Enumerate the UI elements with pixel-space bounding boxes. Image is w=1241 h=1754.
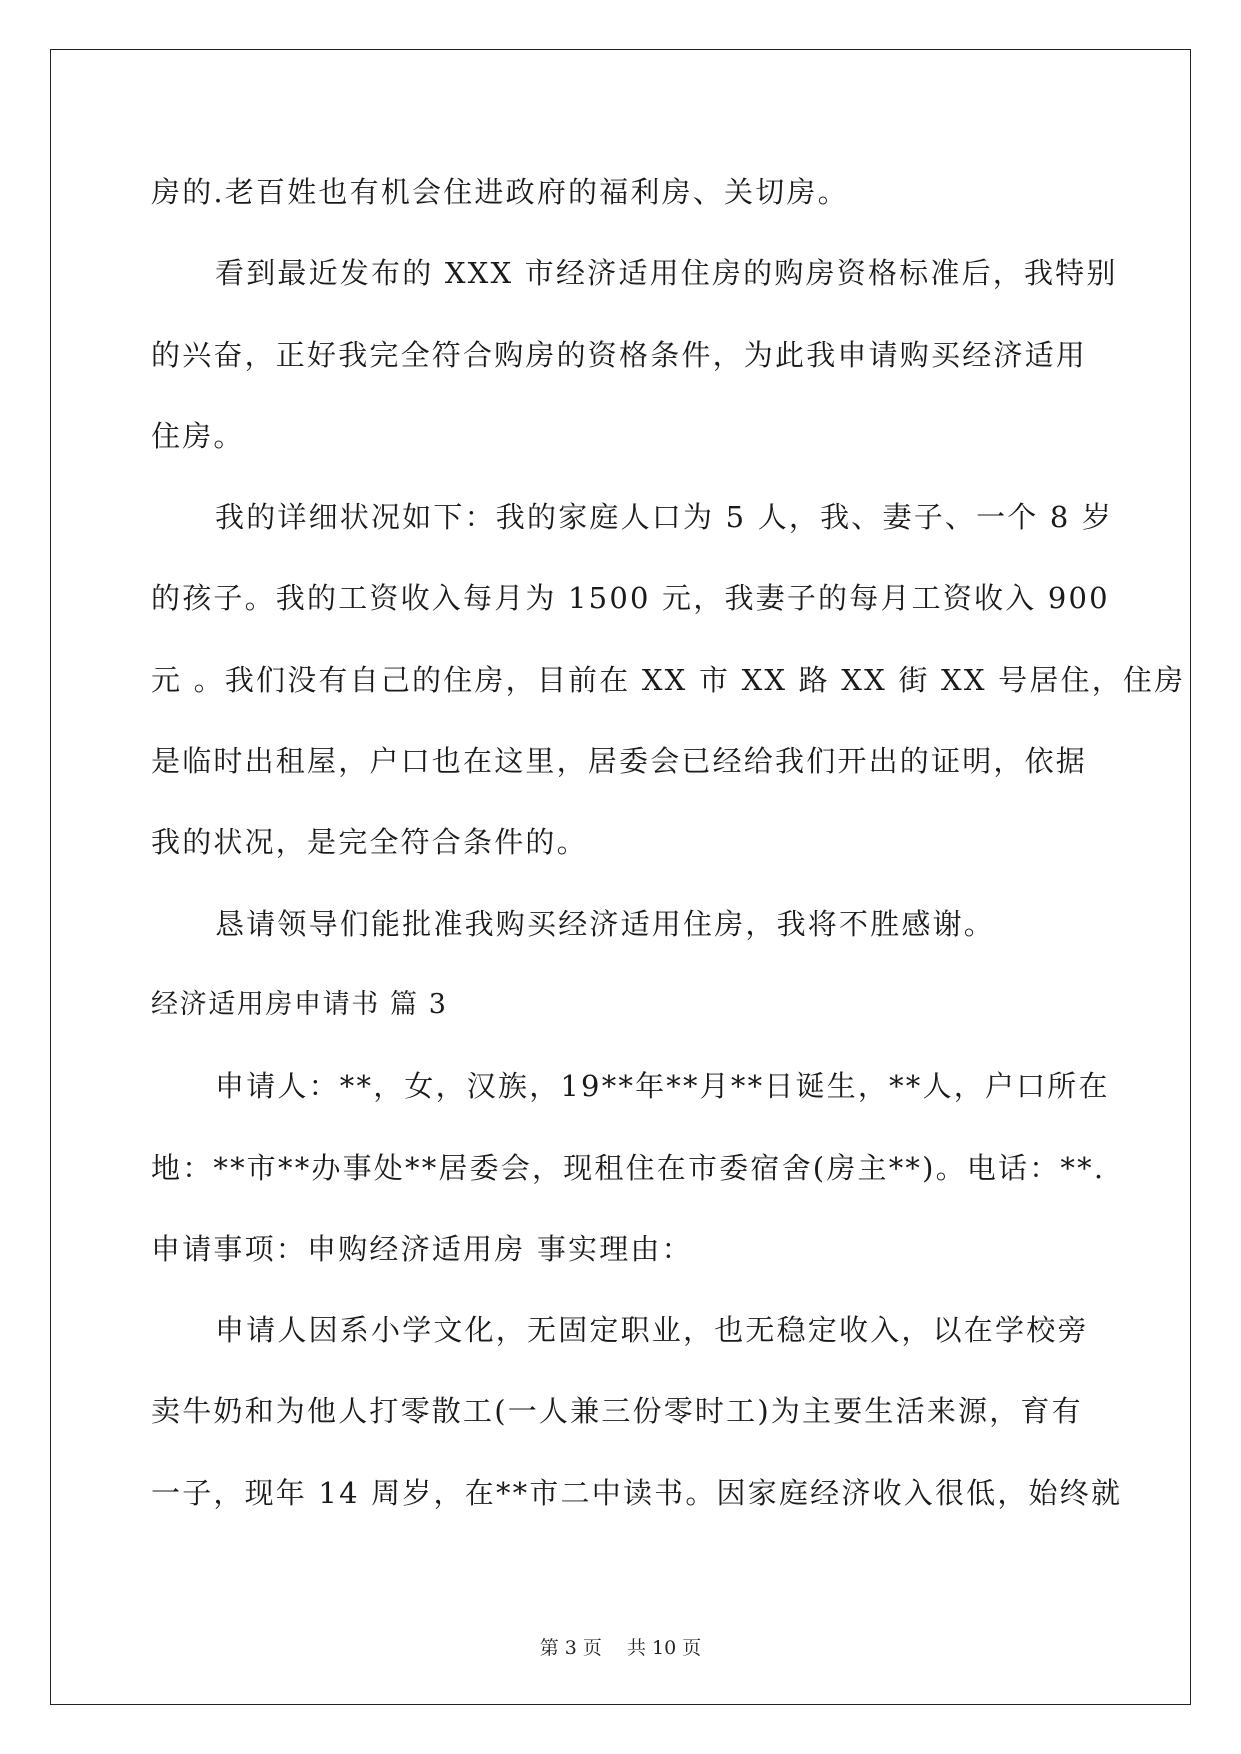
- text-line: 是临时出租屋，户口也在这里，居委会已经给我们开出的证明，依据: [151, 744, 1088, 779]
- document-body: [151, 166, 1186, 1548]
- section-heading: 经济适用房申请书 篇 3: [151, 988, 448, 1020]
- text-line: 住房。: [151, 418, 245, 453]
- page-number-footer: 第 3 页 共 10 页: [539, 1637, 702, 1659]
- text-line: 卖牛奶和为他人打零散工(一人兼三份零时工)为主要生活来源，育有: [151, 1394, 1083, 1429]
- text-line: 我的详细状况如下：我的家庭人口为 5 人，我、妻子、一个 8 岁: [215, 500, 1114, 535]
- text-line: 恳请领导们能批准我购买经济适用住房，我将不胜感谢。: [215, 906, 996, 941]
- text-line: 元 。我们没有自己的住房，目前在 XX 市 XX 路 XX 街 XX 号居住，住房: [151, 662, 1186, 697]
- text-line: 看到最近发布的 XXX 市经济适用住房的购房资格标准后，我特别: [215, 256, 1118, 291]
- text-line: 申请事项：申购经济适用房 事实理由：: [151, 1231, 693, 1266]
- text-line: 房的.老百姓也有机会住进政府的福利房、关切房。: [151, 175, 849, 209]
- text-line: 的兴奋，正好我完全符合购房的资格条件，为此我申请购买经济适用: [151, 337, 1088, 372]
- text-line: 我的状况，是完全符合条件的。: [151, 825, 588, 860]
- text-line: 地：**市**办事处**居委会，现租住在市委宿舍(房主**)。电话：**.: [151, 1150, 1106, 1185]
- text-line: 一子，现年 14 周岁，在**市二中读书。因家庭经济收入很低，始终就: [151, 1475, 1123, 1510]
- text-line: 申请人：**，女，汉族，19**年**月**日诞生，**人，户口所在: [215, 1069, 1110, 1104]
- text-line: 申请人因系小学文化，无固定职业，也无稳定收入，以在学校旁: [215, 1313, 1089, 1348]
- text-line: 的孩子。我的工资收入每月为 1500 元，我妻子的每月工资收入 900: [151, 581, 1110, 616]
